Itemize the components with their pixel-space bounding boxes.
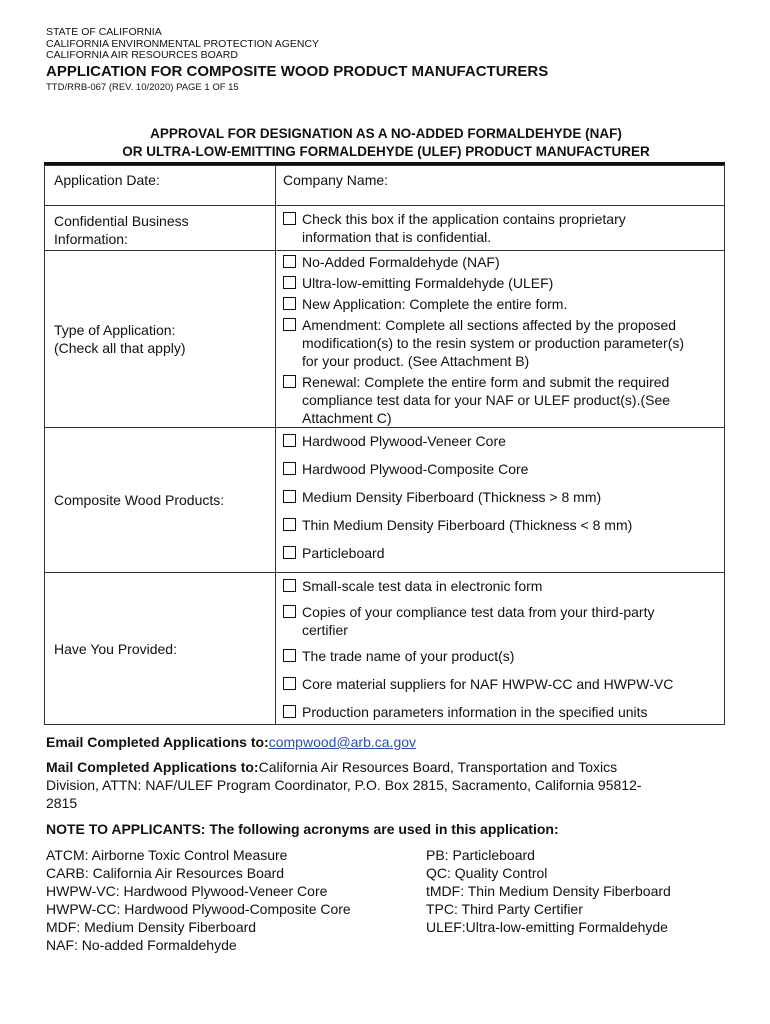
provided-params-label: Production parameters information in the specified units — [302, 704, 648, 720]
checkbox[interactable] — [283, 518, 296, 531]
product-option[interactable] — [283, 460, 724, 478]
provided-option-core-suppliers[interactable] — [283, 675, 724, 693]
renewal-line-1: Renewal: Complete the entire form and submit the required — [302, 374, 670, 390]
email-link[interactable]: compwood@arb.ca.gov — [268, 734, 417, 750]
acronym-item: TPC: Third Party Certifier — [426, 901, 583, 917]
type-label-line-2: (Check all that apply) — [54, 340, 186, 356]
provided-options-cell — [276, 573, 725, 725]
amendment-line-2: modification(s) to the resin system or production parameter(s) — [302, 335, 685, 351]
checkbox[interactable] — [283, 546, 296, 559]
acronym-item: ATCM: Airborne Toxic Control Measure — [46, 847, 288, 863]
product-option[interactable] — [283, 488, 724, 506]
acronym-item: HWPW-VC: Hardwood Plywood-Veneer Core — [46, 883, 328, 899]
acronym-item: tMDF: Thin Medium Density Fiberboard — [426, 883, 671, 899]
cbi-checkbox-option[interactable] — [283, 210, 724, 246]
provided-option-copies[interactable] — [283, 603, 724, 639]
company-name-label: Company Name: — [283, 172, 389, 188]
mail-text-2: , Transportation and Toxics — [450, 759, 618, 775]
acronym-item: HWPW-CC: Hardwood Plywood-Composite Core — [46, 901, 351, 917]
acronym-item: CARB: California Air Resources Board — [46, 865, 285, 881]
product-label: Hardwood Plywood-Composite Core — [302, 461, 529, 477]
type-label-cell — [45, 251, 276, 428]
cbi-label-cell — [45, 206, 276, 251]
checkbox[interactable] — [283, 677, 296, 690]
renewal-line-3: Attachment C) — [302, 410, 392, 426]
provided-copies-line-2: certifier — [302, 622, 348, 638]
form-revision: TTD/RRB-067 (REV. 10/2020) PAGE 1 OF 15 — [46, 81, 239, 93]
option-naf[interactable] — [283, 253, 724, 271]
document-title: APPLICATION FOR COMPOSITE WOOD PRODUCT MANUFACTURERS — [46, 62, 549, 80]
mail-text-1: California Air Resources Board — [258, 759, 451, 775]
provided-option-production-params[interactable] — [283, 703, 724, 721]
checkbox[interactable] — [283, 705, 296, 718]
checkbox[interactable] — [283, 212, 296, 225]
checkbox[interactable] — [283, 318, 296, 331]
checkbox[interactable] — [283, 490, 296, 503]
type-options-cell — [276, 251, 725, 428]
mail-zip-line: 2815 — [46, 795, 78, 811]
acronyms-right-list — [426, 846, 671, 936]
email-label: Email Completed Applications to: — [46, 734, 269, 750]
renewal-line-2: compliance test data for your NAF or ULEF product(s).(See — [302, 392, 671, 408]
product-option[interactable] — [283, 544, 724, 562]
acronym-item: QC: Quality Control — [426, 865, 548, 881]
option-new-application[interactable] — [283, 295, 724, 313]
mail-address-line: Division, ATTN: NAF/ULEF Program Coordinator, P.O. Box 2815, Sacramento, California 95812- — [46, 777, 642, 793]
heading-line-2: OR ULTRA-LOW-EMITTING FORMALDEHYDE (ULEF) PRODUCT MANUFACTURER — [122, 144, 650, 159]
option-amendment[interactable] — [283, 316, 724, 370]
mail-label: Mail Completed Applications to: — [46, 759, 259, 775]
checkbox[interactable] — [283, 255, 296, 268]
product-label: Thin Medium Density Fiberboard (Thickness < 8 mm) — [302, 517, 633, 533]
provided-option-trade-name[interactable] — [283, 647, 724, 665]
product-label: Particleboard — [302, 545, 385, 561]
product-label: Medium Density Fiberboard (Thickness > 8 mm) — [302, 489, 602, 505]
checkbox[interactable] — [283, 605, 296, 618]
acronyms-note: NOTE TO APPLICANTS: The following acronyms are used in this application: — [46, 821, 559, 837]
board-line: CALIFORNIA AIR RESOURCES BOARD — [46, 49, 238, 61]
section-heading — [46, 125, 726, 161]
cbi-option-line-1: Check this box if the application contains proprietary — [302, 211, 626, 227]
provided-label: Have You Provided: — [54, 640, 177, 657]
acronym-item: NAF: No-added Formaldehyde — [46, 937, 237, 953]
application-date-cell[interactable] — [45, 166, 276, 206]
products-label-cell — [45, 428, 276, 573]
checkbox[interactable] — [283, 276, 296, 289]
document-header — [46, 27, 548, 94]
acronym-item: MDF: Medium Density Fiberboard — [46, 919, 257, 935]
products-label: Composite Wood Products: — [54, 492, 225, 508]
mail-instructions — [46, 758, 736, 812]
company-name-cell[interactable] — [276, 166, 725, 206]
state-line: STATE OF CALIFORNIA — [46, 26, 162, 38]
option-ulef[interactable] — [283, 274, 724, 292]
heading-line-1: APPROVAL FOR DESIGNATION AS A NO-ADDED FORMALDEHYDE (NAF) — [150, 126, 622, 141]
provided-smallscale-label: Small-scale test data in electronic form — [302, 578, 543, 594]
option-renewal[interactable] — [283, 373, 724, 427]
option-new-label: New Application: Complete the entire form. — [302, 296, 568, 312]
cbi-option-line-2: information that is confidential. — [302, 229, 492, 245]
products-options-cell — [276, 428, 725, 573]
provided-option-smallscale[interactable] — [283, 577, 724, 595]
cbi-option-cell — [276, 206, 725, 251]
provided-label-cell — [45, 573, 276, 725]
cbi-label-line-2: Information: — [54, 231, 128, 247]
checkbox[interactable] — [283, 462, 296, 475]
checkbox[interactable] — [283, 579, 296, 592]
checkbox[interactable] — [283, 434, 296, 447]
agency-line: CALIFORNIA ENVIRONMENTAL PROTECTION AGENCY — [46, 37, 320, 50]
cbi-label-line-1: Confidential Business — [54, 213, 189, 229]
checkbox[interactable] — [283, 297, 296, 310]
product-option[interactable] — [283, 432, 724, 450]
amendment-line-3: for your product. (See Attachment B) — [302, 353, 530, 369]
provided-core-label: Core material suppliers for NAF HWPW-CC and HWPW-VC — [302, 676, 674, 692]
acronym-item: PB: Particleboard — [426, 847, 535, 863]
product-option[interactable] — [283, 516, 724, 534]
product-label: Hardwood Plywood-Veneer Core — [302, 433, 506, 449]
option-naf-label: No-Added Formaldehyde (NAF) — [302, 254, 500, 270]
provided-copies-line-1: Copies of your compliance test data from your third-party — [302, 604, 655, 620]
email-instructions — [46, 734, 416, 750]
option-ulef-label: Ultra-low-emitting Formaldehyde (ULEF) — [302, 275, 554, 291]
type-label-line-1: Type of Application: — [54, 322, 176, 338]
amendment-line-1: Amendment: Complete all sections affected by the proposed — [302, 317, 677, 333]
application-date-label: Application Date: — [54, 172, 160, 188]
acronym-item: ULEF:Ultra-low-emitting Formaldehyde — [426, 919, 668, 935]
provided-trade-label: The trade name of your product(s) — [302, 648, 515, 664]
application-form-table — [44, 165, 725, 725]
acronyms-left-list — [46, 846, 351, 954]
checkbox[interactable] — [283, 375, 296, 388]
checkbox[interactable] — [283, 649, 296, 662]
